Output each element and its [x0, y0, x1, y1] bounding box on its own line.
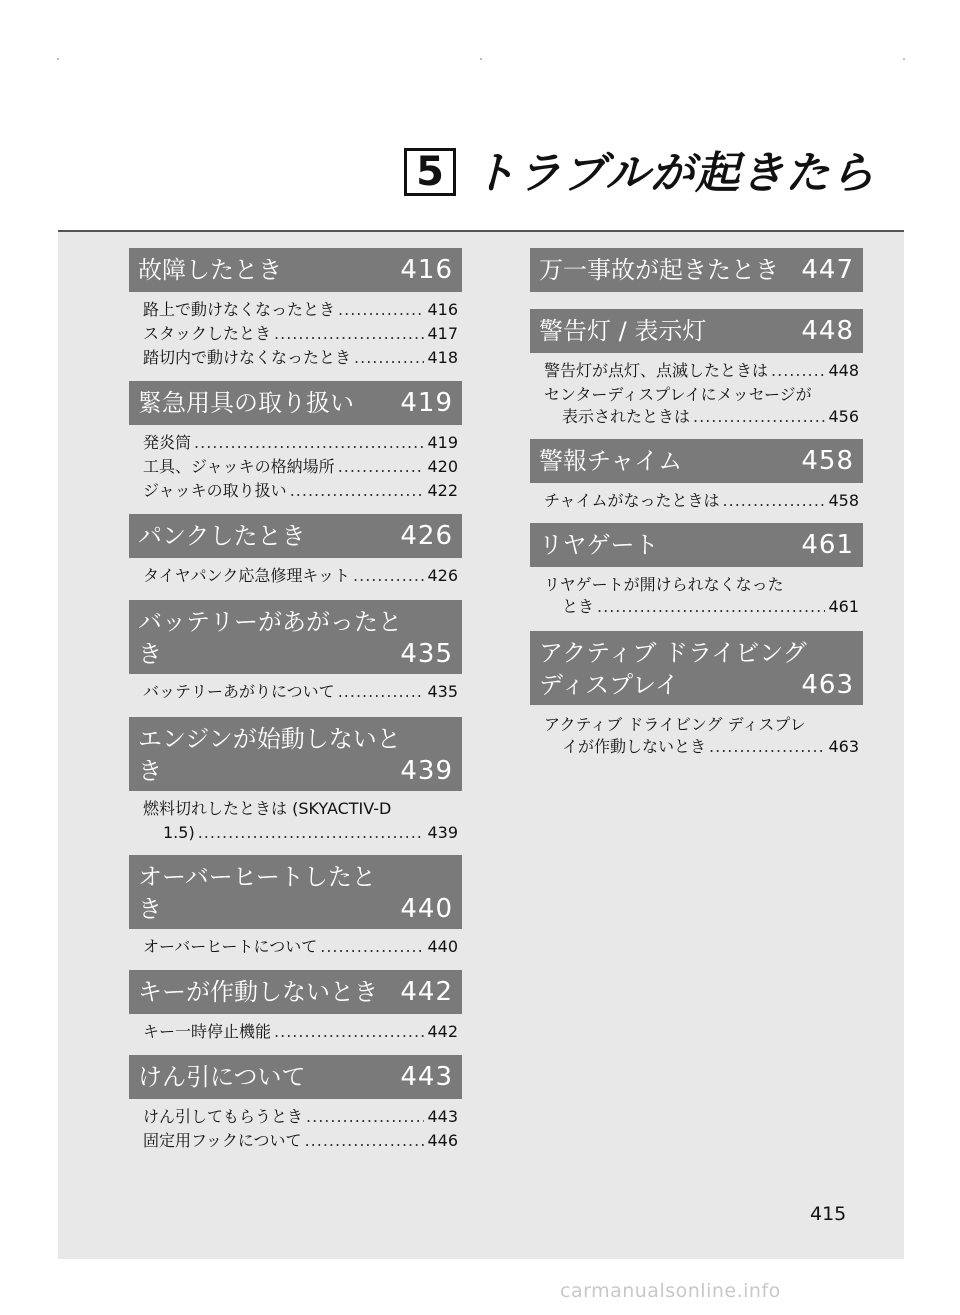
toc-entry[interactable]: とき ..... 461: [562, 595, 859, 619]
toc-entry[interactable]: けん引してもらうとき ..... 443: [143, 1105, 458, 1129]
toc-entry[interactable]: バッテリーあがりについて ..... 435: [143, 680, 458, 704]
section-page: 443: [400, 1062, 453, 1092]
toc-entry[interactable]: オーバーヒートについて ..... 440: [143, 935, 458, 959]
section-header-towing[interactable]: [129, 1055, 462, 1099]
section-title: けん引について: [138, 1063, 306, 1091]
chapter-title: トラブルが起きたら: [472, 148, 876, 199]
toc-entry[interactable]: 路上で動けなくなったとき ..... 416: [143, 298, 458, 322]
section-page: 442: [400, 977, 453, 1007]
section-header-liftgate[interactable]: [530, 523, 863, 567]
toc-entry-line: 燃料切れしたときは (SKYACTIV-D: [143, 799, 392, 818]
crop-mark: [903, 58, 905, 60]
section-page: 435: [400, 639, 453, 669]
crop-mark: [480, 58, 482, 60]
section-page: 439: [400, 756, 453, 786]
toc-entry-line: リヤゲートが開けられなくなった: [544, 575, 784, 594]
section-title: 警告灯 / 表示灯: [539, 317, 707, 345]
section-title: アクティブ ドライビング ディスプレイ: [539, 639, 807, 699]
section-title: 緊急用具の取り扱い: [138, 389, 354, 417]
section-page: 463: [801, 670, 854, 700]
section-page: 416: [400, 255, 453, 285]
page-number: 415: [810, 1203, 847, 1225]
toc-entry[interactable]: 固定用フックについて ..... 446: [143, 1129, 458, 1153]
section-title: 警報チャイム: [539, 447, 683, 475]
section-header-active-driving-display[interactable]: [530, 631, 863, 705]
section-page: 458: [801, 446, 854, 476]
section-header-chime[interactable]: [530, 439, 863, 483]
section-page: 448: [801, 316, 854, 346]
section-header-engine[interactable]: [129, 717, 462, 791]
section-page: 461: [801, 530, 854, 560]
toc-entry-line: センターディスプレイにメッセージが: [544, 385, 812, 404]
section-title: キーが作動しないとき: [138, 978, 378, 1006]
toc-entry[interactable]: 踏切内で動けなくなったとき ..... 418: [143, 346, 458, 370]
section-header-overheat[interactable]: [129, 855, 462, 929]
toc-entry[interactable]: ジャッキの取り扱い ..... 422: [143, 479, 458, 503]
toc-entry[interactable]: 警告灯が点灯、点滅したときは ..... 448: [544, 359, 859, 383]
section-header-breakdown[interactable]: [129, 248, 462, 292]
toc-entry-line: アクティブ ドライビング ディスプレ: [544, 715, 806, 734]
section-page: 447: [801, 255, 854, 285]
section-title: 故障したとき: [138, 256, 282, 284]
section-header-puncture[interactable]: [129, 514, 462, 558]
section-title: バッテリーがあがったと き: [138, 608, 402, 668]
section-title: エンジンが始動しないと き: [138, 725, 401, 785]
section-page: 426: [400, 521, 453, 551]
crop-mark: [57, 58, 59, 60]
section-header-emergency-tools[interactable]: [129, 381, 462, 425]
section-title: リヤゲート: [539, 531, 659, 559]
section-header-battery[interactable]: [129, 600, 462, 674]
toc-entry[interactable]: 工具、ジャッキの格納場所 ..... 420: [143, 455, 458, 479]
section-page: 440: [400, 894, 453, 924]
toc-entry[interactable]: 1.5) ..... 439: [163, 821, 458, 845]
toc-entry[interactable]: タイヤパンク応急修理キット ..... 426: [143, 564, 458, 588]
toc-entry[interactable]: チャイムがなったときは ..... 458: [544, 489, 859, 513]
toc-entry[interactable]: 表示されたときは ..... 456: [562, 405, 859, 429]
section-header-accident[interactable]: [530, 248, 863, 292]
section-header-warning-lights[interactable]: [530, 309, 863, 353]
section-header-key[interactable]: [129, 970, 462, 1014]
toc-entry[interactable]: スタックしたとき ..... 417: [143, 322, 458, 346]
section-page: 419: [400, 388, 453, 418]
section-title: パンクしたとき: [138, 522, 306, 550]
toc-entry[interactable]: 発炎筒 ..... 419: [143, 431, 458, 455]
watermark: carmanualsonline.info: [560, 1280, 781, 1302]
toc-entry[interactable]: イが作動しないとき ..... 463: [562, 735, 859, 759]
section-title: 万一事故が起きたとき: [539, 256, 779, 284]
section-title: オーバーヒートしたと き: [138, 863, 376, 923]
toc-entry[interactable]: キー一時停止機能 ..... 442: [143, 1020, 458, 1044]
chapter-number: 5: [404, 148, 456, 196]
